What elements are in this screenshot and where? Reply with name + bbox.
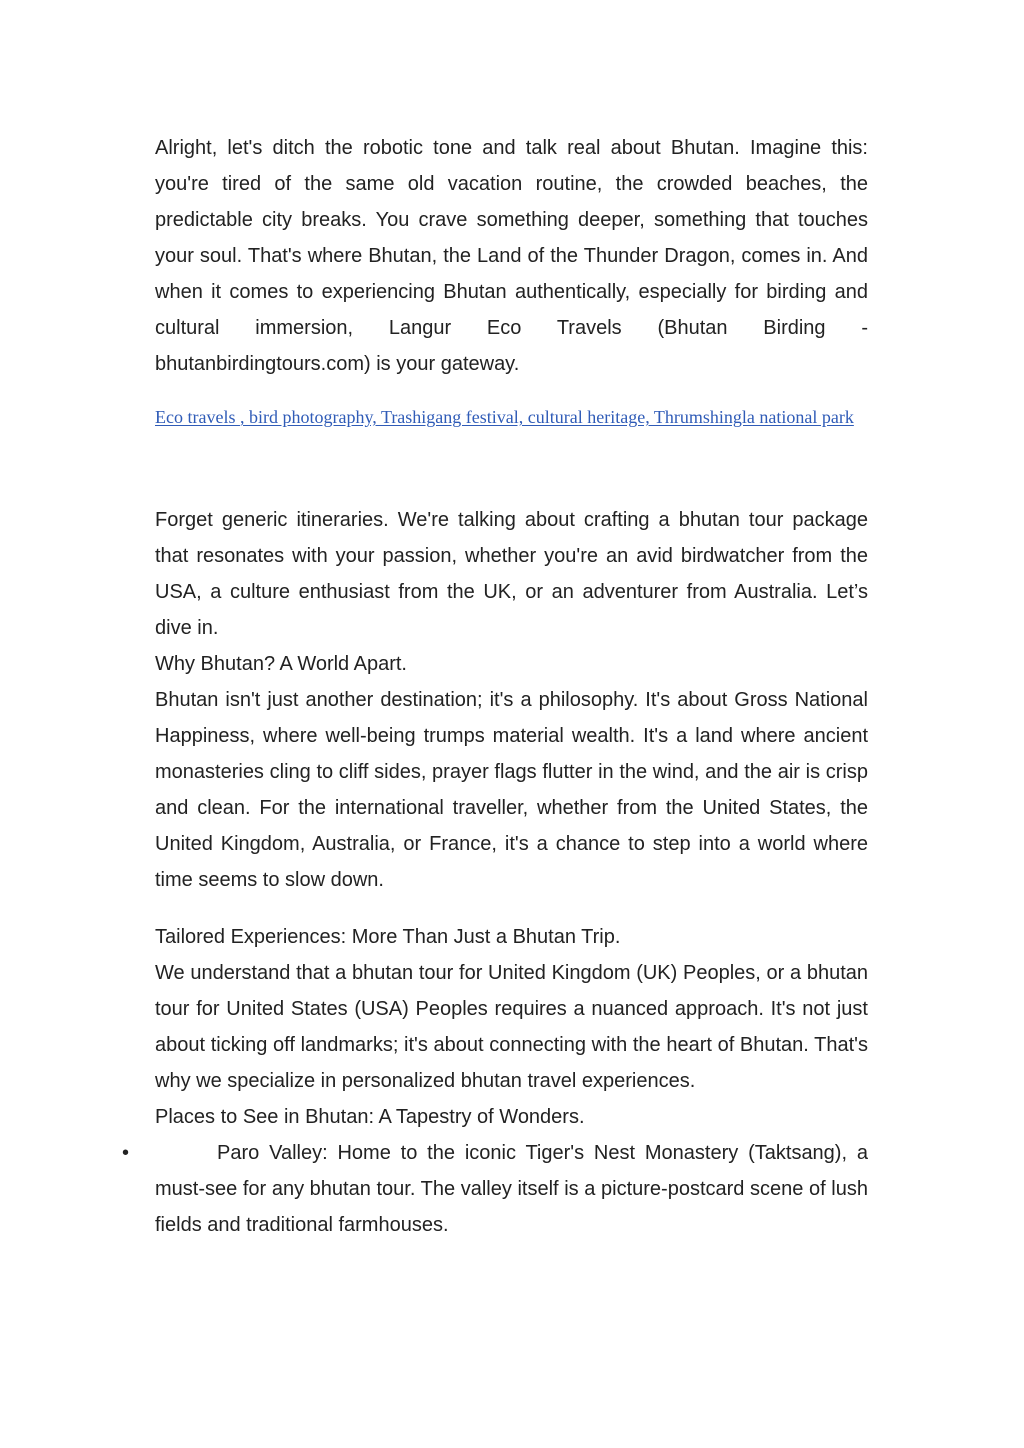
intro-paragraph: Alright, let's ditch the robotic tone and talk real about Bhutan. Imagine this: you're tired of the same old vacation routine, the crowded beaches, the predictable city breaks. You crave something deeper, something that touches your soul. That's where Bhutan, the Land of the Thunder Dragon, comes in. And when it comes to experiencing Bhutan authentically, especially for birding and cultural immersion, Langur Eco Travels (Bhutan Birding - bhutanbirdingtours.com) is your gateway. xyxy=(155,137,868,375)
spacer xyxy=(155,898,868,919)
tailored-heading: Tailored Experiences: More Than Just a Bhutan Trip. xyxy=(155,926,621,948)
tag-link-eco-travels[interactable]: Eco travels xyxy=(155,407,240,427)
places-list xyxy=(122,1135,868,1243)
tag-link-topics[interactable]: , bird photography, Trashigang festival, cultural heritage, Thrumshingla national park xyxy=(239,407,854,427)
bullet-icon: • xyxy=(122,1142,130,1164)
why-paragraph: Bhutan isn't just another destination; it's a philosophy. It's about Gross National Happiness, where well-being trumps material wealth. It's a land where ancient monasteries cling to cliff sides, prayer flags flutter in the wind, and the air is crisp and clean. For the international traveller, whether from the United States, the United Kingdom, Australia, or France, it's a chance to step into a world where time seems to slow down. xyxy=(155,689,868,891)
spacer xyxy=(155,428,868,502)
tag-links xyxy=(155,406,868,428)
list-item xyxy=(122,1135,868,1243)
list-item-text: Paro Valley: Home to the iconic Tiger's Nest Monastery (Taktsang), a must-see for any bhutan tour. The valley itself is a picture-postcard scene of lush fields and traditional farmhouses. xyxy=(155,1142,868,1236)
places-heading: Places to See in Bhutan: A Tapestry of Wonders. xyxy=(155,1106,585,1128)
tailored-paragraph: We understand that a bhutan tour for United Kingdom (UK) Peoples, or a bhutan tour for United States (USA) Peoples requires a nuanced approach. It's not just about ticking off landmarks; it's about connecting with the heart of Bhutan. That's why we specialize in personalized bhutan travel experiences. xyxy=(155,962,868,1092)
document-body xyxy=(122,130,868,1243)
forget-paragraph: Forget generic itineraries. We're talking about crafting a bhutan tour package that resonates with your passion, whether you're an avid birdwatcher from the USA, a culture enthusiast from the UK, or an adventurer from Australia. Let’s dive in. xyxy=(155,509,868,639)
why-heading: Why Bhutan? A World Apart. xyxy=(155,653,407,675)
